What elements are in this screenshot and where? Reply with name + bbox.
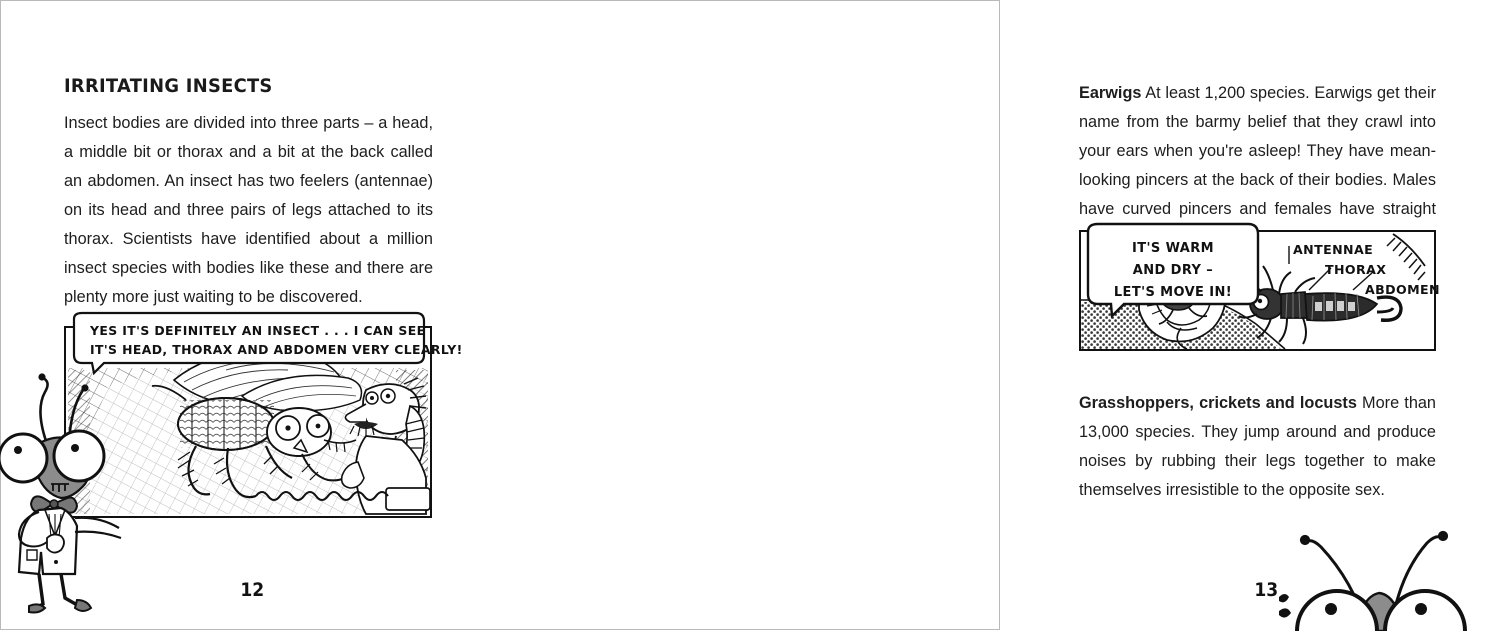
right-speech-line-2: AND DRY – [1132,263,1214,278]
right-comic-panel [1079,230,1440,351]
label-abdomen: ABDOMEN [1365,282,1440,297]
mascot-insect-right [1279,501,1499,631]
speech-line-2: IT'S HEAD, THORAX AND ABDOMEN VERY CLEARLY! [90,342,463,357]
grasshoppers-term: Grasshoppers, crickets and locusts [1079,394,1357,412]
speech-line-1: YES IT'S DEFINITELY AN INSECT . . . I CAN SEE [90,323,426,338]
earwigs-term: Earwigs [1079,84,1142,102]
left-page [1,1,501,631]
mascot-insect-left [0,366,149,611]
right-speech-line-1: IT'S WARM [1132,241,1214,256]
right-speech-balloon [1078,222,1268,322]
grasshoppers-text: More than 13,000 species. They jump around and produce noises by rubbing their legs together to make themselves irresistible to the opposite sex. [1079,394,1436,499]
page-title: IRRITATING INSECTS [64,75,273,97]
left-page-number: 12 [240,579,265,601]
earwigs-text: At least 1,200 species. Earwigs get their name from the barmy belief that they crawl into your ears when you're asleep! They have mean-looking pincers at the back of their bodies. Males have curved pincers and females have straight [1079,84,1436,218]
right-page-number: 13 [1254,579,1279,601]
right-speech-line-3: LET'S MOVE IN! [1113,285,1233,300]
label-antennae: ANTENNAE [1293,242,1374,257]
right-page [501,1,1440,631]
left-speech-balloon [64,311,463,373]
label-thorax: THORAX [1325,262,1387,277]
right-page-paragraph-2 [1079,389,1436,505]
left-page-paragraph: Insect bodies are divided into three parts – a head, a middle bit or thorax and a bit at the back called an abdomen. An insect has two feelers (antennae) on its head and three pairs of legs attached to its thorax. Scientists have identified about a million insect species with bodies like these and there are plenty more just waiting to be discovered. [64,114,433,306]
